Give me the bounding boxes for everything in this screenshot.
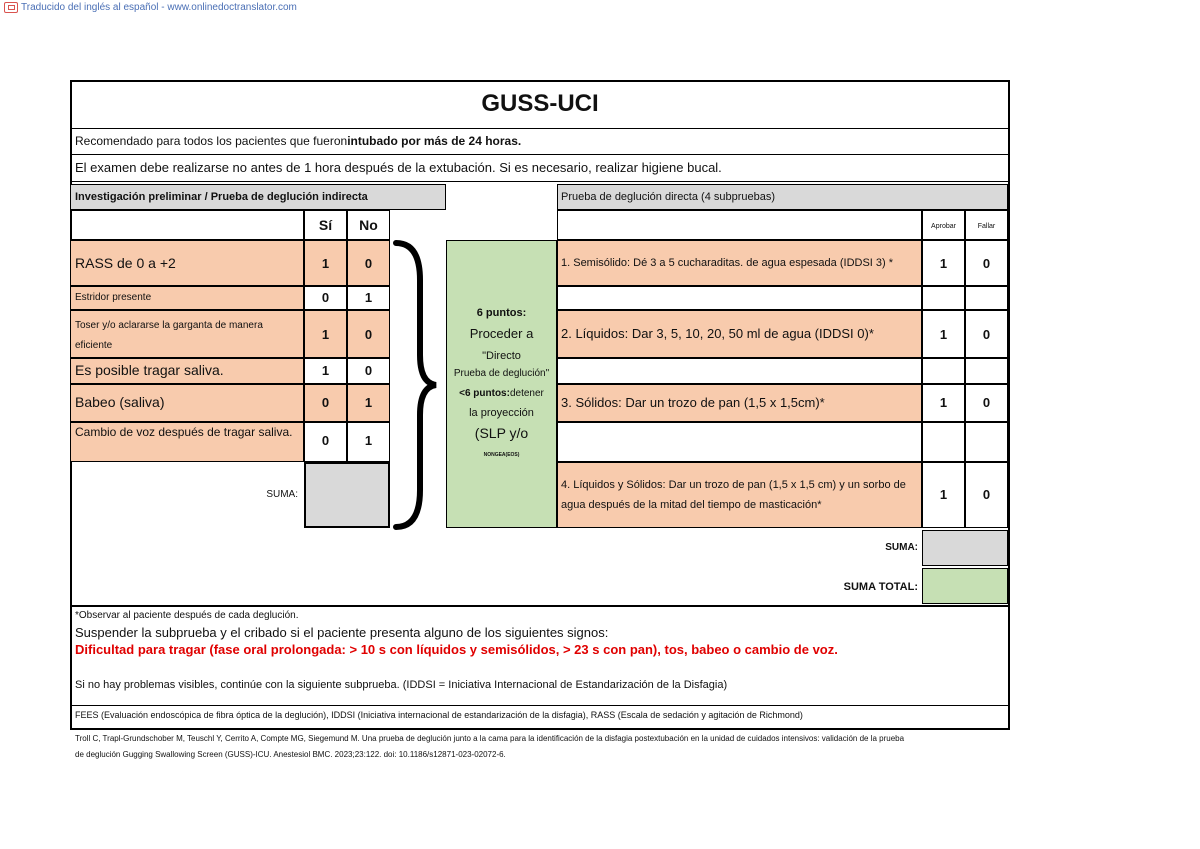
right-suma-label: SUMA: <box>885 542 918 553</box>
right-spacer-cell <box>922 358 965 384</box>
right-row <box>557 462 922 528</box>
note-continue: Si no hay problemas visibles, continúe con la siguiente subprueba. (IDDSI = Iniciativa Internacional de Estandarización de la Disfagia) <box>75 679 728 691</box>
right-spacer-cell <box>922 422 965 462</box>
abbrev-divider <box>70 705 1010 706</box>
left-row-no-value: 1 <box>364 290 373 305</box>
left-row-si-value: 1 <box>321 327 330 342</box>
right-row-aprobar-value: 1 <box>939 395 948 410</box>
citation-line-1: Troll C, Trapl-Grundschober M, Teuschl Y, Cerrito A, Compte MG, Siegemund M. Una prueba de deglución junto a la cama para la identificación de la disfagia postextubación en la unidad de cuidados intensivos: validación de la prueba <box>75 734 905 743</box>
right-header-text: Prueba de deglución directa (4 subpruebas) <box>561 191 776 203</box>
note-abbreviations: FEES (Evaluación endoscópica de fibra óptica de la deglución), IDDSI (Iniciativa internacional de estandarización de la disfagia), RASS (Escala de sedación y agitación de Richmond) <box>75 710 803 720</box>
right-row-label: 3. Sólidos: Dar un trozo de pan (1,5 x 1,5cm)* <box>561 395 825 410</box>
left-row-label: Toser y/o aclararse la garganta de manera eficiente <box>75 320 263 351</box>
proceed-label: Proceder a <box>469 326 534 341</box>
intro-line-2: El examen debe realizarse no antes de 1 hora después de la extubación. Si es necesario, realizar higiene bucal. <box>75 160 722 175</box>
decision-box <box>446 240 557 528</box>
points6-label: 6 puntos: <box>476 307 527 319</box>
right-spacer-row <box>557 422 922 462</box>
right-colhead-blank <box>557 210 922 240</box>
left-row-si-value: 0 <box>321 395 330 410</box>
right-row-aprobar-value: 1 <box>939 487 948 502</box>
left-row-no-value: 1 <box>364 433 373 448</box>
banner-text: Traducido del inglés al español - www.onlinedoctranslator.com <box>21 2 297 13</box>
left-row-no-value: 0 <box>364 363 373 378</box>
col-aprobar-label: Aprobar <box>931 223 956 230</box>
left-row-label: Babeo (saliva) <box>75 394 165 410</box>
proyeccion-label: la proyección <box>469 407 534 419</box>
left-row-si-value: 0 <box>321 433 330 448</box>
right-row-label: 1. Semisólido: Dé 3 a 5 cucharaditas. de agua espesada (IDDSI 3) * <box>561 257 894 269</box>
left-row-label: Cambio de voz después de tragar saliva. <box>75 425 293 439</box>
slp-label: (SLP y/o <box>474 425 529 441</box>
left-suma-box[interactable] <box>304 462 390 528</box>
citation-line-2: de deglución Gugging Swallowing Screen (GUSS)-ICU. Anestesiol BMC. 2023;23:122. doi: 10.1186/s12871-023-02072-6. <box>75 750 506 759</box>
right-spacer-row <box>557 286 922 310</box>
col-si-label: Sí <box>318 217 333 233</box>
translator-banner[interactable] <box>4 2 297 13</box>
left-suma-label: SUMA: <box>266 489 298 500</box>
left-colhead-blank <box>70 210 304 240</box>
page-title: GUSS-UCI <box>481 90 599 117</box>
right-row-label-cont: agua después de la mitad del tiempo de masticación* <box>561 499 822 511</box>
intro-line-1: Recomendado para todos los pacientes que fueronintubado por más de 24 horas. <box>75 134 522 148</box>
left-row-si-value: 1 <box>321 363 330 378</box>
directo-label: "Directo <box>482 350 521 362</box>
suma-total-label: SUMA TOTAL: <box>843 581 918 593</box>
suma-total-box[interactable] <box>922 568 1008 604</box>
col-no-label: No <box>359 217 378 233</box>
left-row-label: Estridor presente <box>75 292 152 303</box>
right-row-label: 4. Líquidos y Sólidos: Dar un trozo de pan (1,5 x 1,5 cm) y un sorbo de <box>561 479 906 491</box>
left-header-text: Investigación preliminar / Prueba de deglución indirecta <box>75 191 368 203</box>
left-row-si-value: 1 <box>321 256 330 271</box>
right-row-fallar-value: 0 <box>982 256 991 271</box>
prueba-label: Prueba de deglución" <box>453 368 550 379</box>
note-suspend: Suspender la subprueba y el cribado si el paciente presenta alguno de los siguientes signos: <box>75 625 609 640</box>
left-row-no-value: 1 <box>364 395 373 410</box>
right-row-fallar-value: 0 <box>982 487 991 502</box>
right-suma-box[interactable] <box>922 530 1008 566</box>
right-row-fallar-value: 0 <box>982 327 991 342</box>
lt6-label: <6 puntos:detener <box>459 388 544 399</box>
right-row-label: 2. Líquidos: Dar 3, 5, 10, 20, 50 ml de agua (IDDSI 0)* <box>561 326 874 341</box>
right-spacer-row <box>557 358 922 384</box>
tiny-label: NONGEA(EOS) <box>483 452 520 458</box>
curly-brace-icon <box>392 240 442 530</box>
left-row-no-value: 0 <box>364 327 373 342</box>
right-row-aprobar-value: 1 <box>939 327 948 342</box>
translate-icon <box>4 2 18 13</box>
note-observe: *Observar al paciente después de cada deglución. <box>75 610 299 621</box>
right-row-aprobar-value: 1 <box>939 256 948 271</box>
col-fallar-label: Fallar <box>977 223 996 230</box>
right-spacer-cell <box>965 422 1008 462</box>
right-spacer-cell <box>965 286 1008 310</box>
notes-divider <box>70 605 1010 607</box>
left-row-label: RASS de 0 a +2 <box>75 255 176 271</box>
left-row-no-value: 0 <box>364 256 373 271</box>
right-row-fallar-value: 0 <box>982 395 991 410</box>
right-spacer-cell <box>922 286 965 310</box>
note-warning: Dificultad para tragar (fase oral prolongada: > 10 s con líquidos y semisólidos, > 23 s con pan), tos, babeo o cambio de voz. <box>75 642 838 657</box>
left-row-label: Es posible tragar saliva. <box>75 362 224 378</box>
right-spacer-cell <box>965 358 1008 384</box>
left-row-si-value: 0 <box>321 290 330 305</box>
